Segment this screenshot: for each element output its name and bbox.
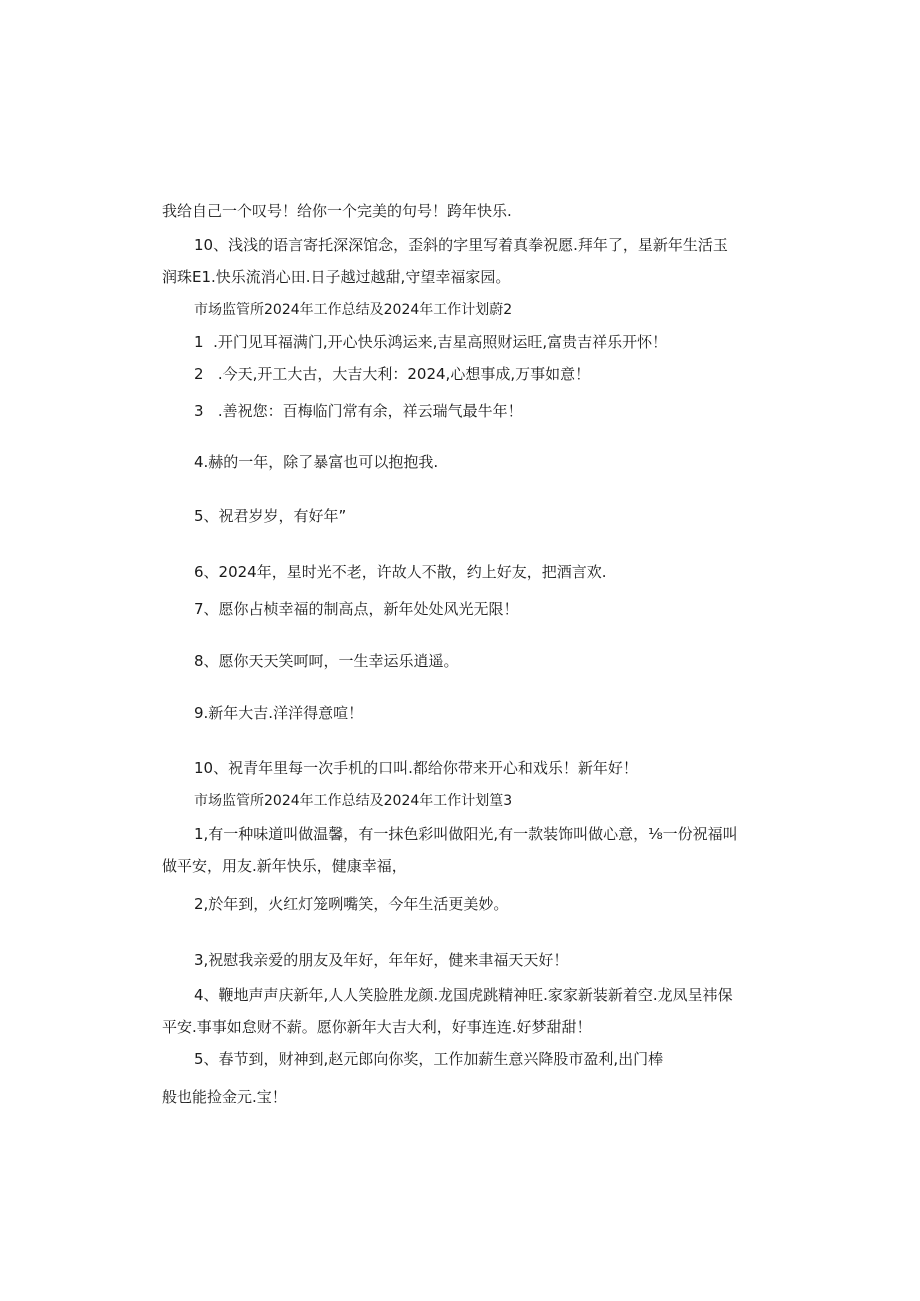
text-line: 10、浅浅的语言寄托深深馆念，歪斜的字里写着真拳祝愿.拜年了，星新年生活玉 [194,236,728,254]
text-line: 4、鞭地声声庆新年,人人笑脸胜龙颜.龙国虎跳精神旺.家家新装新着空.龙凤呈祎保 [194,986,733,1004]
section-heading: 市场监管所2024年工作总结及2024年工作计划蔚2 [194,302,513,318]
text-line: 4.赫的一年，除了暴富也可以抱抱我. [194,453,439,471]
text-line: 1 .开门见耳福满门,开心快乐鸿运来,吉星高照财运旺,富贵吉祥乐开怀！ [194,333,668,351]
text-line: 3,祝慰我亲爱的朋友及年好，年年好，健来聿福天天好！ [194,951,569,969]
text-line: 1,有一种味道叫做温馨，有一抹色彩叫做阳光,有一款装饰叫做心意，⅛一份祝福叫 [194,825,738,843]
text-line: 我给自己一个叹号！给你一个完美的句号！跨年快乐. [162,202,512,220]
text-line: 6、2024年，星时光不老，许故人不散，约上好友，把酒言欢. [194,563,607,581]
text-line: 8、愿你天天笑呵呵，一生幸运乐逍遥。 [194,652,459,670]
text-line: 做平安，用友.新年快乐，健康幸福， [162,857,407,875]
text-line: 5、春节到，财神到,赵元郎向你奖，工作加薪生意兴降股市盈利,出门棒 [194,1050,664,1068]
text-line: 般也能捡金元.宝！ [162,1088,287,1106]
text-line: 2,於年到，火红灯笼咧嘴笑，今年生活更美妙。 [194,895,509,913]
text-line: 2 .今天,开工大古，大吉大利：2024,心想事成,万事如意！ [194,365,591,383]
text-line: 5、祝君岁岁，有好年” [194,507,347,525]
text-line: 润珠E1.快乐流消心田.日子越过越甜,守望幸福家园。 [162,268,511,286]
text-line: 3 .善祝您：百梅临门常有余，祥云瑞气最牛年！ [194,402,523,420]
text-line: 7、愿你占桢幸福的制高点，新年处处风光无限！ [194,600,519,618]
text-line: 10、祝青年里每一次手机的口叫.都给你带来开心和戏乐！新年好！ [194,759,638,777]
text-line: 平安.事事如怠财不薪。愿你新年大吉大利，好事连连.好梦甜甜！ [162,1018,592,1036]
text-line: 9.新年大吉.洋洋得意喧！ [194,704,364,722]
section-heading: 市场监管所2024年工作总结及2024年工作计划篁3 [194,793,513,809]
